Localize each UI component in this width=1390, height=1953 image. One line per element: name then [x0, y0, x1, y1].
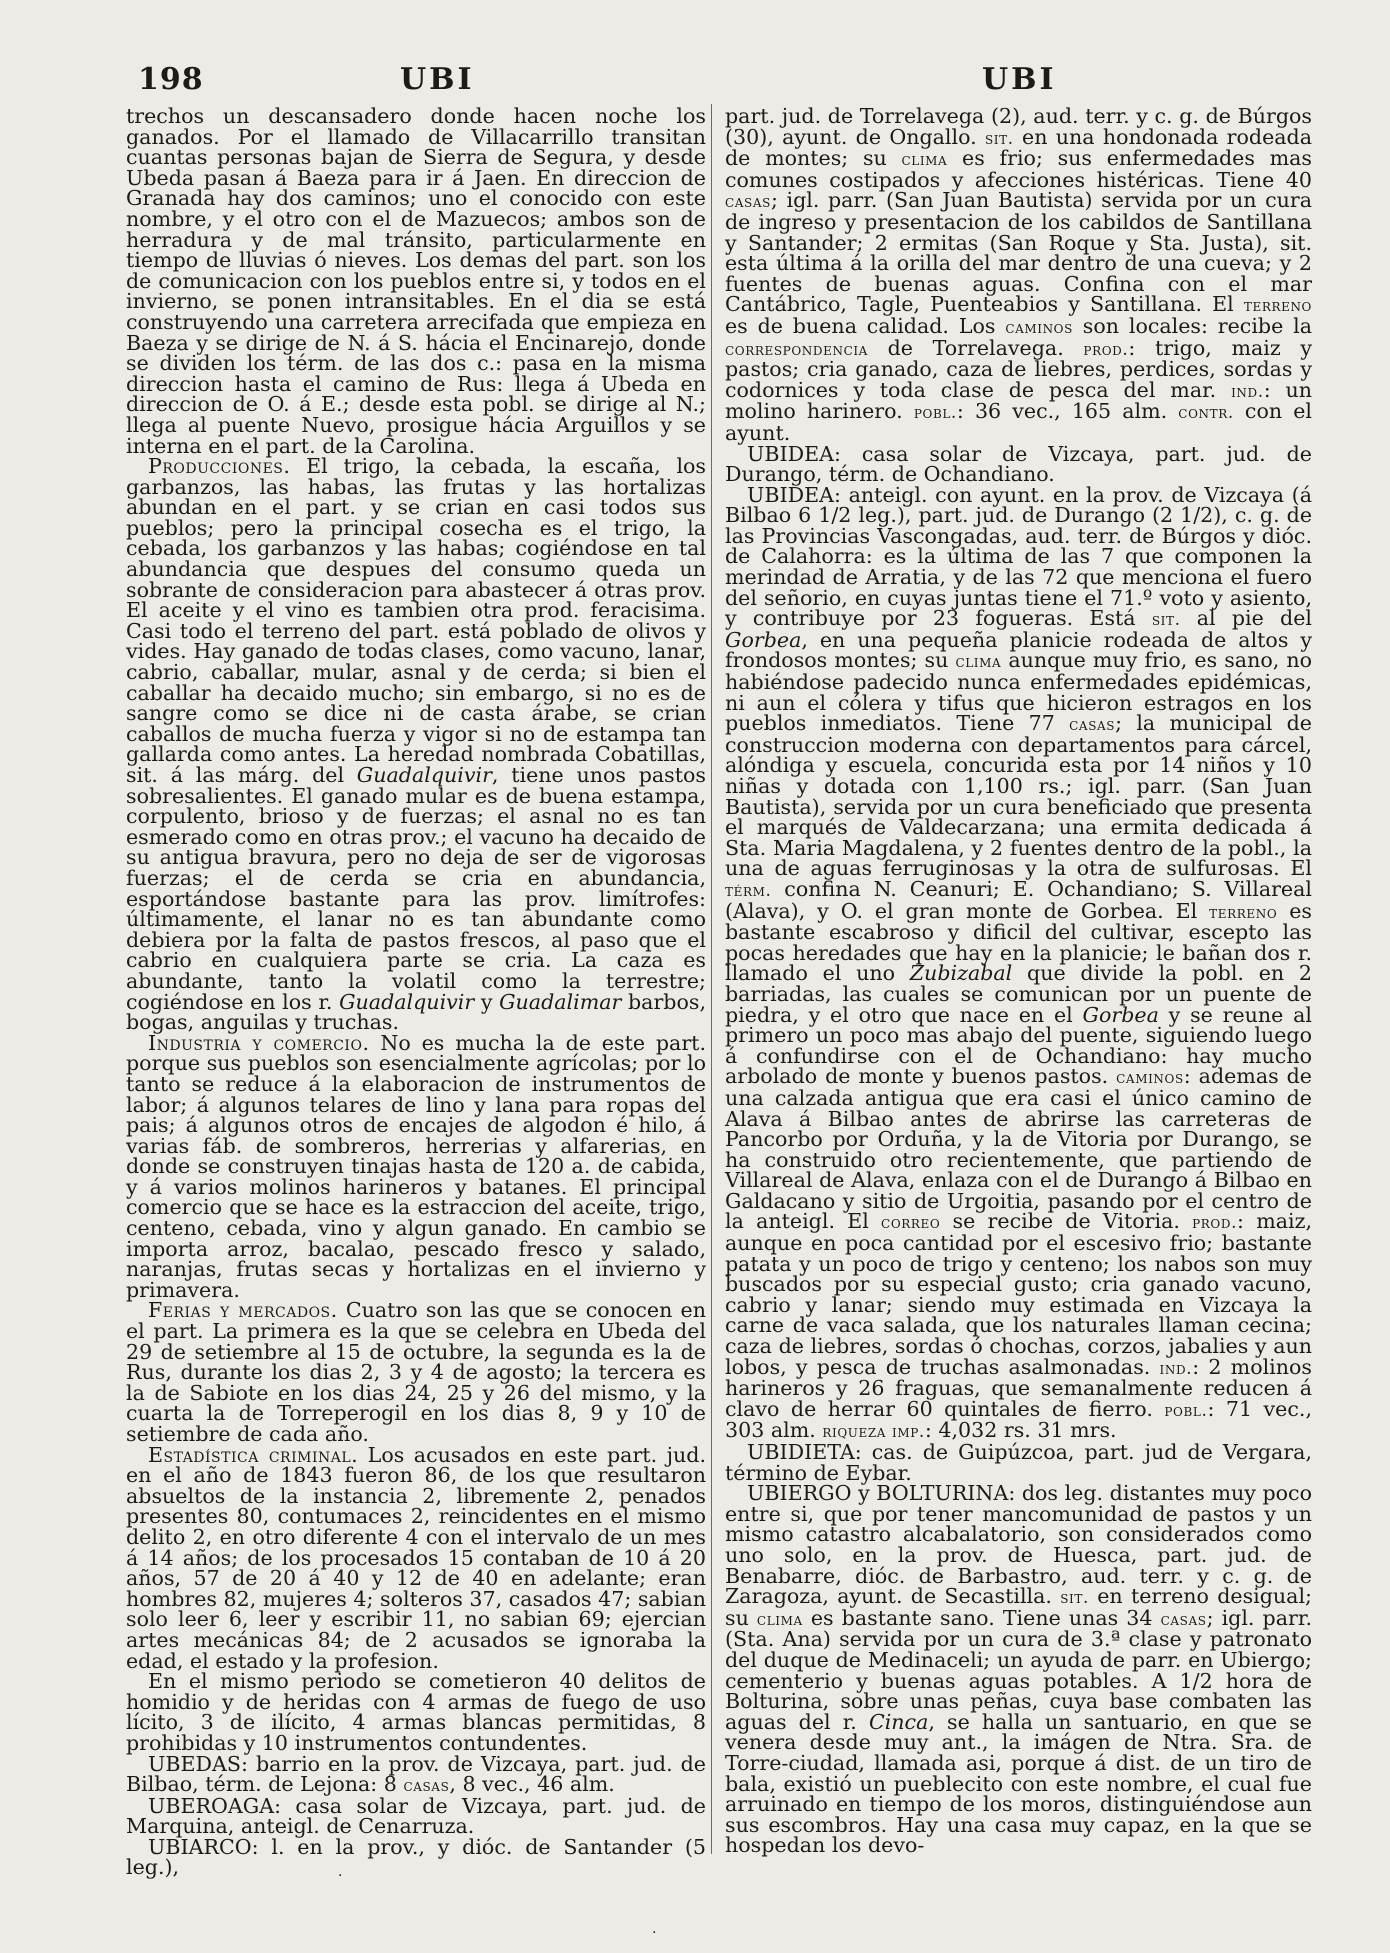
small-caps-label: prod.: [1192, 1212, 1238, 1233]
small-caps-label: correspondencia: [725, 338, 868, 359]
text-run: UBIDEA: casa solar de Vizcaya, part. jud. de Durango, térm. de Ochandiano.: [725, 441, 1312, 487]
text-run: : 71 vec., 303 alm.: [725, 1396, 1312, 1443]
small-caps-label: casas: [1160, 1608, 1207, 1629]
text-run: : 4,032 rs. 31 mrs.: [924, 1418, 1117, 1443]
small-caps-label: riqueza imp.: [822, 1421, 925, 1442]
page-header: [0, 62, 1390, 102]
text-run: El trigo, la cebada, la escaña, los garbanzos, las habas, las frutas y las hortalizas abundan en el part. y se crian en casi todos sus pueblos; pero la principal cosecha es el trigo, la cebada, los garbanzos y las habas; cogiéndose en tal abundancia que despues del consumo queda un sobrante de consideracion para abastecer á otras prov. El aceite y el vino es tambien otra prod. feracisima. Casi todo el terreno del part. está poblado de olivos y vides. Hay ganado de todas clases, como vacuno, lanar, cabrio, caballar, mular, asnal y de cerda; si bien el caballar ha decaido mucho; sin embargo, si no es de sangre como se dice ni de casta árabe, se crian caballos de mucha fuerza y vigor si no de estampa tan gallarda como antes. La heredad nombrada Cobatillas, sit. á las márg. del: [126, 454, 706, 787]
text-run: confina N. Ceanuri; E. Ochandiano; S. Villareal (Alava), y O. el gran monte de Gorbea. El: [725, 876, 1312, 923]
paragraph-text: trechos un descansadero donde hacen noche los ganados. Por el llamado de Villacarrillo transitan cuantas personas bajan de Sierra de Segura, y desde Ubeda pasan á Baeza para ir á Jaen. En direccion de Granada hay dos caminos; uno el conocido con este nombre, y el otro con el de Mazuecos; ambos son de herradura y de mal tránsito, particularmente en tiempo de lluvias ó nieves. Los demas del part. son los de comunicacion con los pueblos entre si, y todos en el invierno, se ponen intransitables. En el dia se está construyendo una carretera arrecifada que empieza en Baeza y se dirige de N. á S. hácia el Encinarejo, donde se dividen los térm. de las dos c.: pasa en la misma direccion hasta el camino de Rus: llega á Ubeda en direccion de O. á E.; desde esta pobl. se dirige al N.; llega al puente Nuevo, prosigue hácia Arguillos y se interna en el part. de la Carolina.: [126, 104, 706, 458]
paragraph: [126, 1030, 706, 1302]
small-caps-label: pobl.: [913, 402, 957, 423]
paragraph: [126, 1442, 706, 1673]
text-run: con el ayunt.: [725, 399, 1312, 445]
text-run: es frio; sus enfermedades mas comunes costipados y afecciones histéricas. Tiene 40: [725, 146, 1312, 192]
right-column: [725, 106, 1312, 1856]
column-divider: [711, 104, 712, 1854]
paragraph: [725, 1442, 1312, 1483]
text-run: se recibe de Vitoria.: [940, 1209, 1193, 1234]
text-run: es de buena calidad. Los: [725, 313, 1006, 338]
italic-text: Guadalimar: [499, 989, 622, 1014]
italic-text: Gorbea: [725, 627, 802, 652]
small-caps-label: clima: [955, 651, 1002, 672]
text-run: : maiz, aunque en poca cantidad por el escesivo frio; bastante patata y un poco de trigo y centeno; los nabos son muy buscados por su especial gusto; cria ganado vacuno, cabrio y lanar; siendo muy estimada en Vizcaya la carne de vaca salada, que los naturales llaman cecina; caza de liebres, sordas ó chochas, corzos, jabalies y aun lobos, y pesca de truchas asalmonadas.: [725, 1209, 1312, 1379]
left-column: [126, 106, 706, 1878]
small-caps-label: caminos: [1005, 316, 1073, 337]
running-head-left: UBI: [400, 62, 475, 97]
text-run: , se halla un santuario, en que se venera desde muy ant., la imágen de Ntra. Sra. de Torre-ciudad, llamada asi, porque á dist. de un tiro de bala, existió un pueblecito con este nombre, el cual fue arruinado en tiempo de los moros, distinguiéndose aun sus escombros. Hay una casa muy capaz, en la que se hospedan los devo-: [725, 1709, 1312, 1858]
text-run: UBIDIETA: cas. de Guipúzcoa, part. jud de Vergara, término de Eybar.: [725, 1440, 1312, 1485]
paragraph: [725, 1483, 1312, 1856]
text-run: y se reune al primero un poco mas abajo del puente, siguiendo luego á confundirse con el de Ochandiano: hay mucho arbolado de monte y buenos pastos.: [725, 1002, 1313, 1089]
continued-paragraph: [725, 106, 1312, 444]
text-run: Cuatro son las que se conocen en el part. La primera es la que se celebra en Ubeda del 29 de setiembre al 15 de octubre, la segunda es la de Rus, durante los dias 2, 3 y 4 de agosto; la tercera es la de Sabiote en los dias 24, 25 y 26 del mismo, y la cuarta la de Torreperogil en los dias 8, 9 y 10 de setiembre de cada año.: [126, 1298, 706, 1446]
text-run: : 36 vec., 165 alm.: [956, 399, 1179, 424]
small-caps-label: contr.: [1178, 402, 1234, 423]
small-caps-label: clima: [901, 149, 948, 170]
small-caps-label: clima: [756, 1608, 803, 1629]
paragraph: [126, 456, 706, 1033]
small-caps-label: ind.: [1231, 380, 1264, 401]
small-caps-label: sit.: [1060, 1587, 1089, 1608]
text-run: son locales: recibe la: [1072, 313, 1312, 338]
text-run: ; igl. parr. (Sta. Ana) servida por un cura de 3.ª clase y patronato del duque de Medinaceli; un ayuda de parr. en Ubiergo; cementerio y buenas aguas potables. A 1/2 hora de Bolturina, sobre unas peñas, cuya base combaten las aguas del r.: [725, 1605, 1312, 1734]
paragraph: [126, 1751, 706, 1797]
italic-text: Gorbea: [1082, 1002, 1159, 1027]
paragraph: [126, 1671, 706, 1753]
small-caps-label: casas: [725, 191, 771, 212]
text-run: , tiene unos pastos sobresalientes. El ganado mular es de buena estampa, corpulento, brioso y de fuerzas; el asnal no es tan esmerado como en otras prov.; el vacuno ha decaido de su antigua bravura, pero no deja de ser de vigorosas fuerzas; el de cerda se cria en abundancia, esportándose bastante para las prov. limítrofes: últimamente, el lanar no es tan abundante como debiera por la falta de pastos frescos, al paso que el cabrio en cualquiera parte se cria. La caza es abundante, tanto la volatil como la terrestre; cogiéndose en los r.: [126, 763, 706, 1014]
small-caps-label: caminos: [1116, 1067, 1184, 1088]
text-run: , 8 vec., 46 alm.: [449, 1772, 615, 1797]
text-run: : un molino harinero.: [725, 377, 1312, 424]
section-label: Industria y comercio.: [148, 1030, 370, 1055]
text-run: en terreno desigual; su: [725, 1584, 1312, 1630]
text-run: en una hondonada rodeada de montes; su: [725, 124, 1312, 171]
text-run: es bastante sano. Tiene unas 34: [802, 1605, 1161, 1630]
small-caps-label: casas: [403, 1775, 450, 1796]
small-caps-label: terreno: [1243, 295, 1312, 316]
text-run: No es mucha la de este part. porque sus pueblos son esencialmente agrícolas; por lo tanto se reduce á la elaboracion de instrumentos de labor; á algunos telares de lino y lana para ropas del pais; á algunos otros de encajes de algodon é hilo, á varias fáb. de sombreros, herrerias y alfarerias, en donde se construyen tinajas hasta de 120 a. de cabida, y á varios molinos harineros y batanes. El principal comercio que se hace es la estraccion del aceite, trigo, centeno, cebada, vino y algun ganado. En cambio se importa arroz, bacalao, pescado fresco y salado, naranjas, frutas secas y hortalizas en el invierno y primavera.: [126, 1030, 706, 1302]
text-run: En el mismo periodo se cometieron 40 delitos de homidio y de heridas con 4 armas de fuego de uso lícito, 3 de ilícito, 4 armas blancas permitidas, 8 prohibidas y 10 instrumentos contundentes.: [126, 1669, 706, 1755]
text-run: ; igl. parr. (San Juan Bautista) servida por un cura de ingreso y presentacion de los cabildos de Santillana y Santander; 2 ermitas (San Roque y Sta. Justa), sit. esta última á la orilla del mar dentro de una cueva; y 2 fuentes de buenas aguas. Confina con el mar Cantábrico, Tagle, Puenteabios y Santillana. El: [725, 188, 1312, 317]
text-run: UBEDAS: barrio en la prov. de Vizcaya, part. jud. de Bilbao, térm. de Lejona: 8: [126, 1751, 706, 1797]
small-caps-label: pobl.: [1164, 1399, 1208, 1420]
text-run: barbos, bogas, anguilas y truchas.: [126, 989, 706, 1035]
small-caps-label: prod.: [1083, 338, 1129, 359]
small-caps-label: ind.: [1159, 1357, 1193, 1378]
text-run: Los acusados en este part. jud. en el año de 1843 fueron 86, de los que resultaron absueltos de la instancia 2, libremente 2, penados presentes 80, contumaces 2, reincidentes en el mismo delito 2, en otro diferente 4 con el intervalo de un mes á 14 años; de los procesados 15 contaban de 10 á 20 años, 57 de 20 á 40 y 12 de 40 en adelante; eran hombres 82, mujeres 4; solteros 37, casados 47; sabian solo leer 6, leer y escribir 11, no sabian 69; ejercian artes mecánicas 84; de 2 acusados se ignoraba la edad, el estado y la profesion.: [126, 1442, 706, 1673]
print-mark: ·: [652, 1925, 657, 1941]
section-label: Estadística criminal.: [148, 1442, 359, 1467]
text-run: al pie del: [1180, 606, 1312, 631]
small-caps-label: casas: [1069, 714, 1116, 735]
section-label: Ferias y mercados.: [148, 1298, 338, 1323]
text-run: : 2 molinos harineros y 26 fraguas, que semanalmente reducen á clavo de herrar 60 quintales de fierro.: [725, 1354, 1312, 1421]
paragraph: [725, 441, 1312, 487]
continued-paragraph: [126, 106, 706, 456]
text-run: ; la municipal de construccion moderna con departamentos para cárcel, alóndiga y escuela, concurida esta por 14 niños y 10 niñas y dotada con 1,100 rs.; igl. parr. (San Juan Bautista), servida por un cura beneficiado que presenta el marqués de Valdecarzana; una ermita dedicada á Sta. Maria Magdalena, y 2 fuentes dentro de la pobl., la una de aguas ferruginosas y la otra de sulfurosas. El: [725, 711, 1312, 881]
page-number: 198: [138, 62, 204, 97]
text-run: UBIERGO y BOLTURINA: dos leg. distantes muy poco entre si, que por tener mancomunidad de pastos y un mismo catastro alcabalatorio, son considerados como uno solo, en la prov. de Huesca, part. jud. de Benabarre, dióc. de Barbastro, aud. terr. y c. g. de Zaragoza, ayunt. de Secastilla.: [725, 1481, 1312, 1609]
text-run: part. jud. de Torrelavega (2), aud. terr. y c. g. de Búrgos (30), ayunt. de Ongallo.: [725, 104, 1312, 149]
text-run: UBEROAGA: casa solar de Vizcaya, part. jud. de Marquina, anteigl. de Cenarruza.: [126, 1793, 706, 1839]
italic-text: Zubizabal: [909, 961, 1013, 986]
text-run: y: [474, 989, 500, 1014]
paragraph: [126, 1300, 706, 1444]
text-run: que divide la pobl. en 2 barriadas, las cuales se comunican por un puente de piedra, y el otro que nace en el: [725, 961, 1312, 1027]
paragraph: [126, 1834, 706, 1880]
small-caps-label: térm.: [725, 879, 772, 900]
section-label: Producciones.: [148, 454, 291, 479]
text-run: aunque muy frio, es sano, no habiéndose padecido nunca enfermedades epidémicas, ni aun el cólera y tifus que hicieron estragos en los pueblos inmediatos. Tiene 77: [725, 648, 1313, 736]
text-run: es bastante escabroso y dificil del cultivar, escepto las pocas heredades que hay en la planicie; le bañan dos r. llamado el uno: [725, 898, 1312, 986]
paragraph: [725, 482, 1313, 1443]
small-caps-label: correo: [881, 1212, 941, 1233]
paragraph: [126, 1793, 706, 1839]
text-run: UBIARCO: l. en la prov., y dióc. de Santander (5 leg.),: [126, 1834, 706, 1880]
text-run: de Torrelavega.: [867, 335, 1084, 360]
small-caps-label: terreno: [1209, 901, 1278, 922]
running-head-right: UBI: [982, 62, 1057, 97]
print-mark: ·: [338, 1868, 343, 1884]
text-run: : trigo, maiz y pastos; cria ganado, caza de liebres, perdices, sordas y codornices y toda clase de pesca del mar.: [725, 335, 1312, 402]
italic-text: Guadalquivir: [356, 763, 492, 787]
small-caps-label: sit.: [984, 127, 1014, 148]
italic-text: Guadalquivir: [339, 989, 475, 1014]
small-caps-label: sit.: [1151, 609, 1181, 630]
text-run: UBIDEA: anteigl. con ayunt. en la prov. de Vizcaya (á Bilbao 6 1/2 leg.), part. jud. de Durango (2 1/2), c. g. de las Provincias Vascongadas, aud. terr. de Búrgos y dióc. de Calahorra: es la última de las 7 que componen la merindad de Arratia, y de las 72 que menciona el fuero del señorio, en cuyas juntas tiene el 71.º voto y asiento, y contribuye por 23 fogueras. Está: [725, 482, 1312, 631]
text-run: , en una pequeña planicie rodeada de altos y frondosos montes; su: [725, 627, 1312, 673]
italic-text: Cinca: [868, 1709, 929, 1734]
text-run: : ademas de una calzada antigua que era casi el único camino de Alava á Bilbao antes de abrirse las carreteras de Pancorbo por Orduña, y la de Vitoria por Durango, se ha construido otro recientemente, que partiendo de Villareal de Alava, enlaza con el de Durango á Bilbao en Galdacano y sitio de Urgoitia, pasando por el centro de la anteigl. El: [725, 1064, 1312, 1234]
